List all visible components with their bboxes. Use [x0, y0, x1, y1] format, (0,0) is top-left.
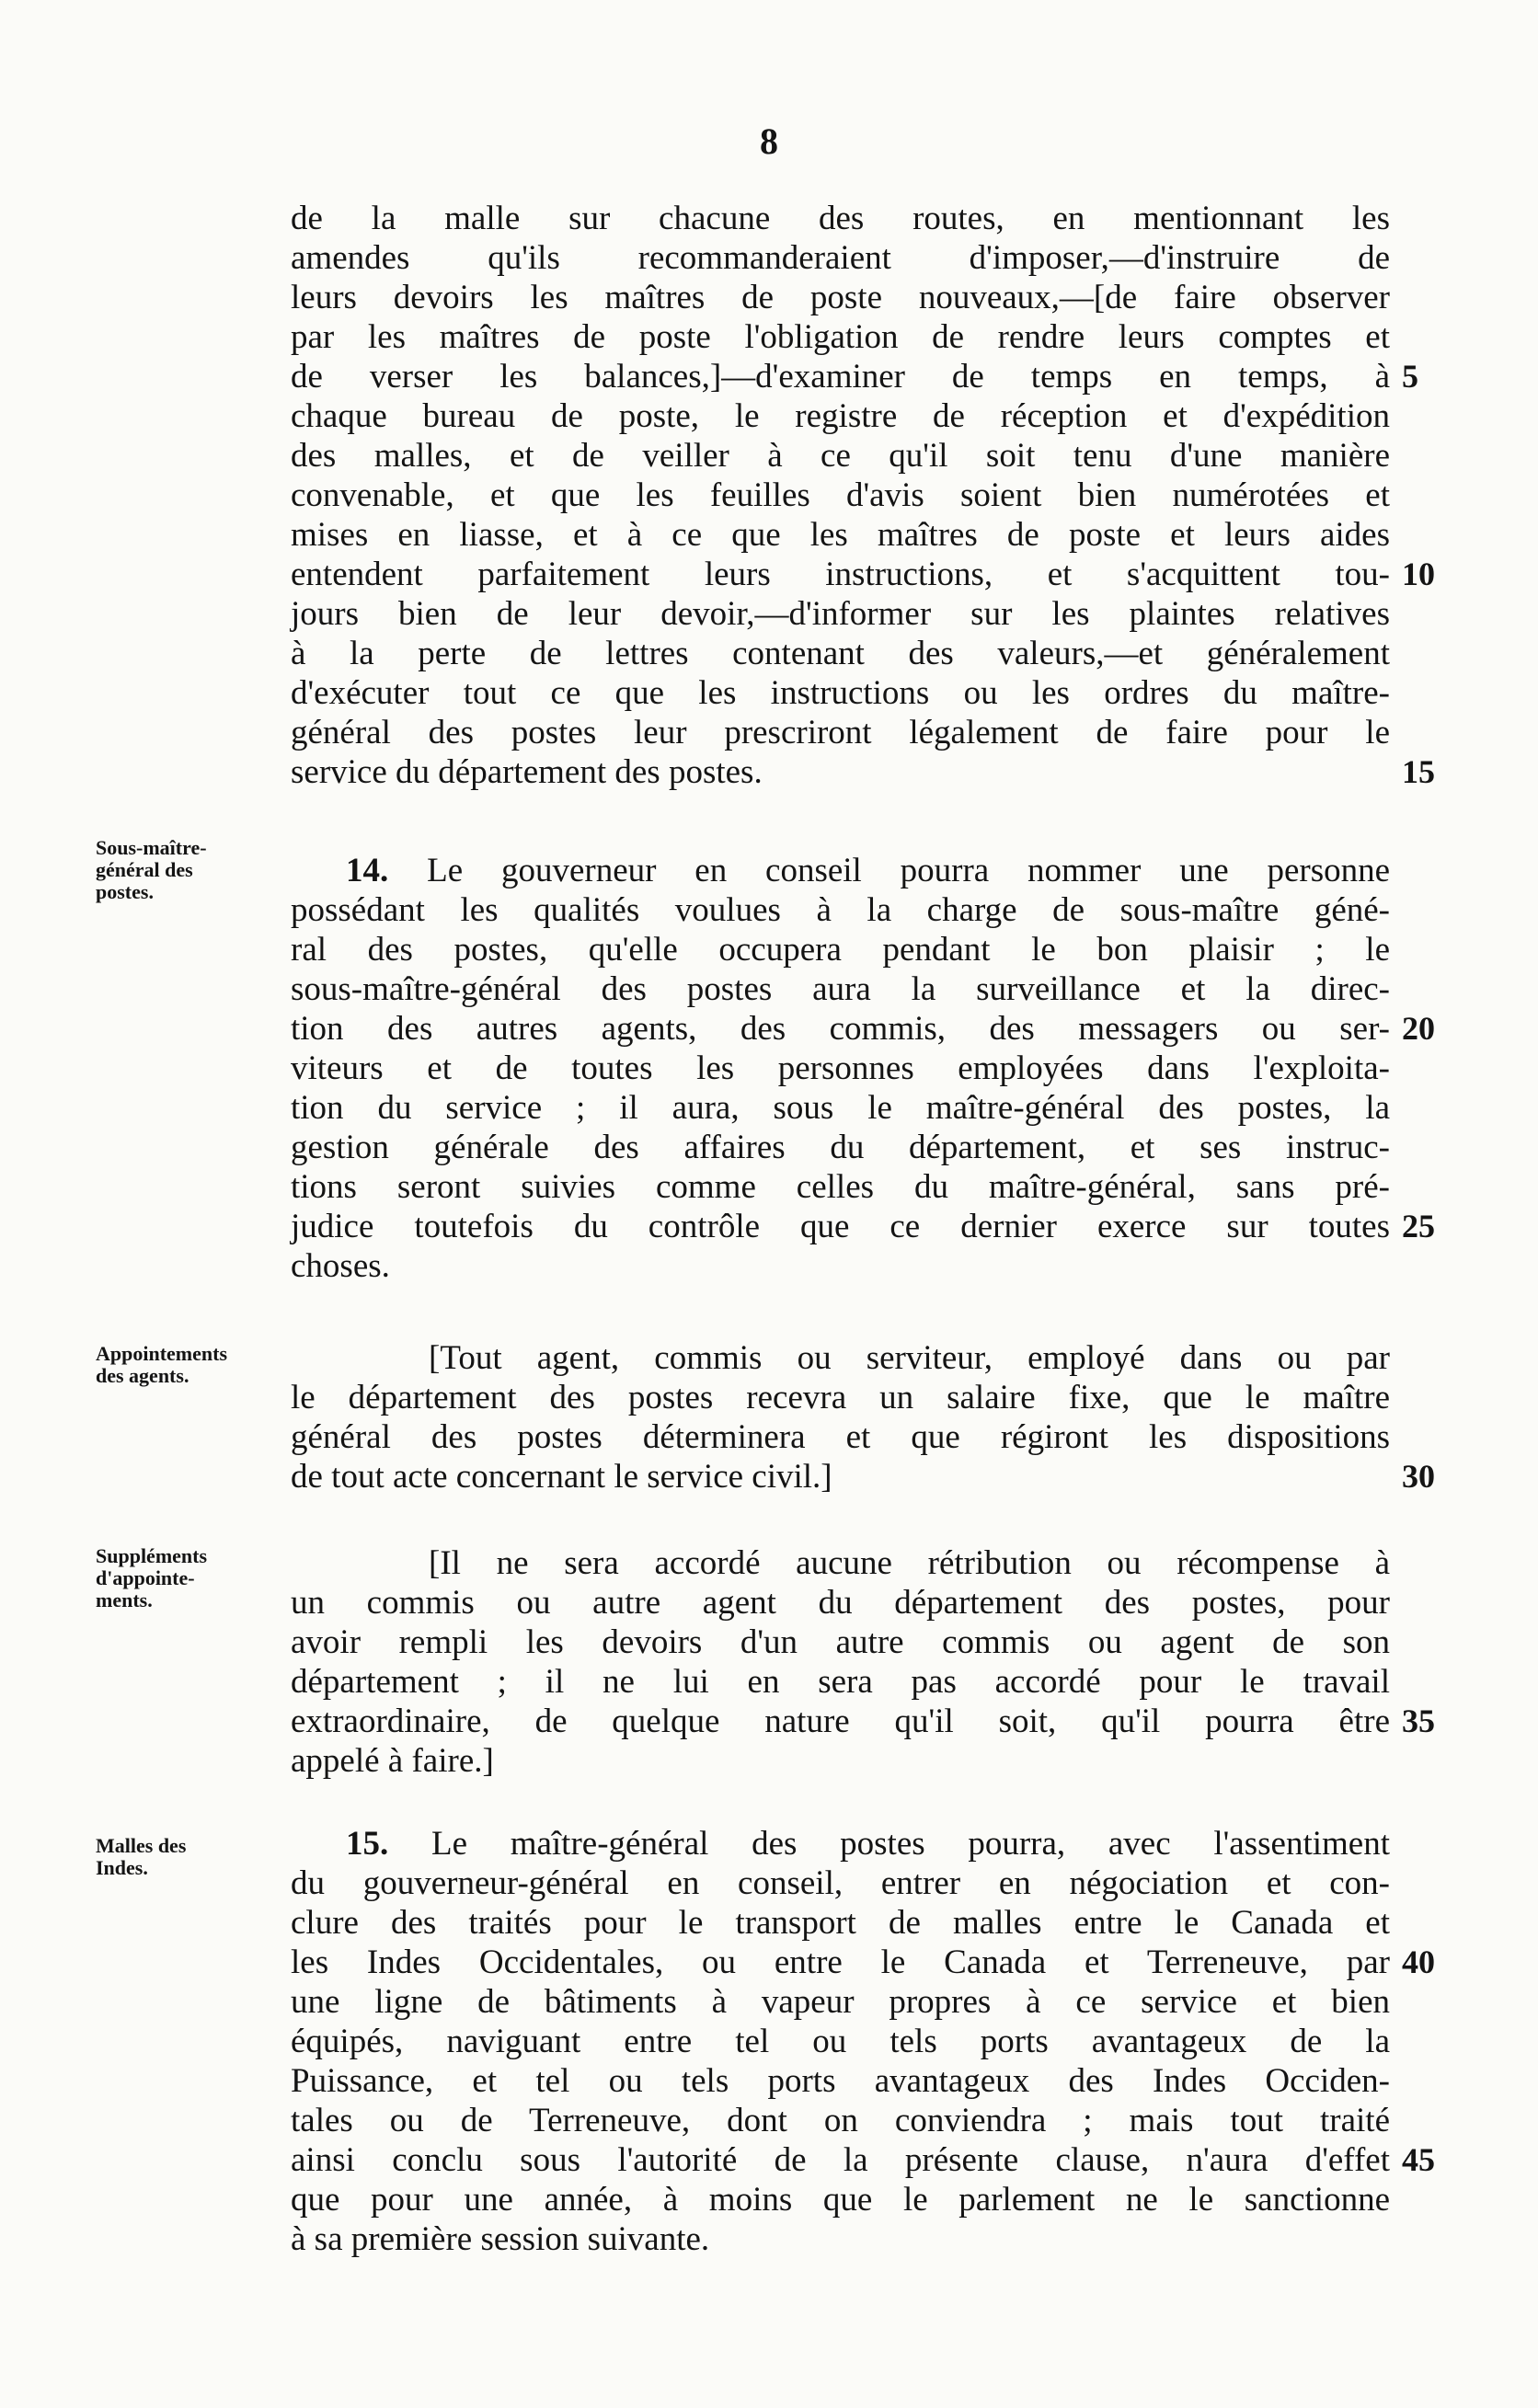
text-line: à la perte de lettres contenant des valeurs,—et généralement	[291, 635, 1390, 672]
line-number: 40	[1402, 1944, 1435, 1980]
text-line: chaque bureau de poste, le registre de réception et d'expédition	[291, 397, 1390, 435]
text-line: Le maître-général des postes pourra, avec l'assentiment	[430, 1825, 1390, 1863]
text-line: équipés, naviguant entre tel ou tels ports avantageux de la	[291, 2023, 1390, 2060]
section-number: 15.	[346, 1825, 389, 1863]
line-number: 45	[1402, 2141, 1435, 2178]
text-line: choses.	[291, 1247, 390, 1285]
text-line: Le gouverneur en conseil pourra nommer une personne	[427, 852, 1391, 889]
line-number: 5	[1402, 358, 1418, 395]
text-line: clure des traités pour le transport de malles entre le Canada et	[291, 1904, 1390, 1942]
text-line: département ; il ne lui en sera pas accordé pour le travail	[291, 1663, 1390, 1701]
text-line: tion du service ; il aura, sous le maître-général des postes, la	[291, 1089, 1390, 1127]
line-number: 35	[1402, 1703, 1435, 1739]
text-line: amendes qu'ils recommanderaient d'imposer,—d'instruire de	[291, 239, 1390, 277]
text-line: service du département des postes.	[291, 753, 763, 791]
section-number: 14.	[346, 852, 389, 889]
text-line: jours bien de leur devoir,—d'informer sur les plaintes relatives	[291, 595, 1390, 633]
text-line: viteurs et de toutes les personnes employées dans l'exploita-	[291, 1049, 1390, 1087]
text-line: le département des postes recevra un salaire fixe, que le maître	[291, 1379, 1390, 1416]
marginal-note: Suppléments d'appointe- ments.	[96, 1544, 208, 1611]
marginal-note: Sous-maître- général des postes.	[96, 836, 207, 903]
text-line: les Indes Occidentales, ou entre le Canada et Terreneuve, par	[291, 1944, 1390, 1981]
line-number: 10	[1402, 556, 1435, 592]
text-line: ainsi conclu sous l'autorité de la présente clause, n'aura d'effet	[291, 2141, 1390, 2179]
text-line: tions seront suivies comme celles du maître-général, sans pré-	[291, 1168, 1390, 1206]
line-number: 20	[1402, 1010, 1435, 1047]
text-line: entendent parfaitement leurs instructions, et s'acquittent tou-	[291, 556, 1390, 593]
text-line: mises en liasse, et à ce que les maîtres de poste et leurs aides	[291, 516, 1390, 554]
text-line: sous-maître-général des postes aura la surveillance et la direc-	[291, 970, 1390, 1008]
text-line: du gouverneur-général en conseil, entrer en négociation et con-	[291, 1864, 1390, 1902]
text-line: [Il ne sera accordé aucune rétribution ou récompense à	[429, 1544, 1390, 1582]
line-number: 30	[1402, 1458, 1435, 1495]
text-line: général des postes leur prescriront légalement de faire pour le	[291, 714, 1390, 751]
text-line: convenable, et que les feuilles d'avis soient bien numérotées et	[291, 476, 1390, 514]
text-line: de tout acte concernant le service civil.]	[291, 1458, 832, 1496]
text-line: de verser les balances,]—d'examiner de temps en temps, à	[291, 358, 1390, 396]
text-line: que pour une année, à moins que le parlement ne le sanctionne	[291, 2181, 1390, 2219]
text-line: extraordinaire, de quelque nature qu'il soit, qu'il pourra être	[291, 1703, 1390, 1740]
marginal-note: Malles des Indes.	[96, 1834, 187, 1879]
text-line: [Tout agent, commis ou serviteur, employé dans ou par	[429, 1339, 1390, 1377]
text-line: possédant les qualités voulues à la charge de sous-maître géné-	[291, 891, 1390, 929]
text-line: ral des postes, qu'elle occupera pendant le bon plaisir ; le	[291, 931, 1390, 969]
text-line: par les maîtres de poste l'obligation de rendre leurs comptes et	[291, 318, 1390, 356]
text-line: de la malle sur chacune des routes, en mentionnant les	[291, 200, 1390, 237]
text-line: judice toutefois du contrôle que ce dernier exerce sur toutes	[291, 1208, 1390, 1245]
text-line: des malles, et de veiller à ce qu'il soit tenu d'une manière	[291, 437, 1390, 475]
text-line: avoir rempli les devoirs d'un autre commis ou agent de son	[291, 1623, 1390, 1661]
text-line: appelé à faire.]	[291, 1742, 494, 1780]
text-line: tales ou de Terreneuve, dont on conviendra ; mais tout traité	[291, 2102, 1390, 2139]
text-line: leurs devoirs les maîtres de poste nouveaux,—[de faire observer	[291, 279, 1390, 316]
page-number: 8	[760, 120, 778, 162]
text-line: Puissance, et tel ou tels ports avantageux des Indes Occiden-	[291, 2062, 1390, 2100]
text-line: tion des autres agents, des commis, des messagers ou ser-	[291, 1010, 1390, 1048]
text-line: une ligne de bâtiments à vapeur propres à ce service et bien	[291, 1983, 1390, 2021]
line-number: 25	[1402, 1208, 1435, 1244]
text-line: général des postes déterminera et que régiront les dispositions	[291, 1418, 1390, 1456]
marginal-note: Appointements des agents.	[96, 1342, 228, 1387]
section-first-line	[346, 851, 1390, 890]
section-first-line	[346, 1824, 1390, 1863]
text-line: un commis ou autre agent du département des postes, pour	[291, 1584, 1390, 1622]
text-line: à sa première session suivante.	[291, 2220, 710, 2258]
text-line: d'exécuter tout ce que les instructions ou les ordres du maître-	[291, 674, 1390, 712]
line-number: 15	[1402, 753, 1435, 790]
text-line: gestion générale des affaires du département, et ses instruc-	[291, 1129, 1390, 1166]
